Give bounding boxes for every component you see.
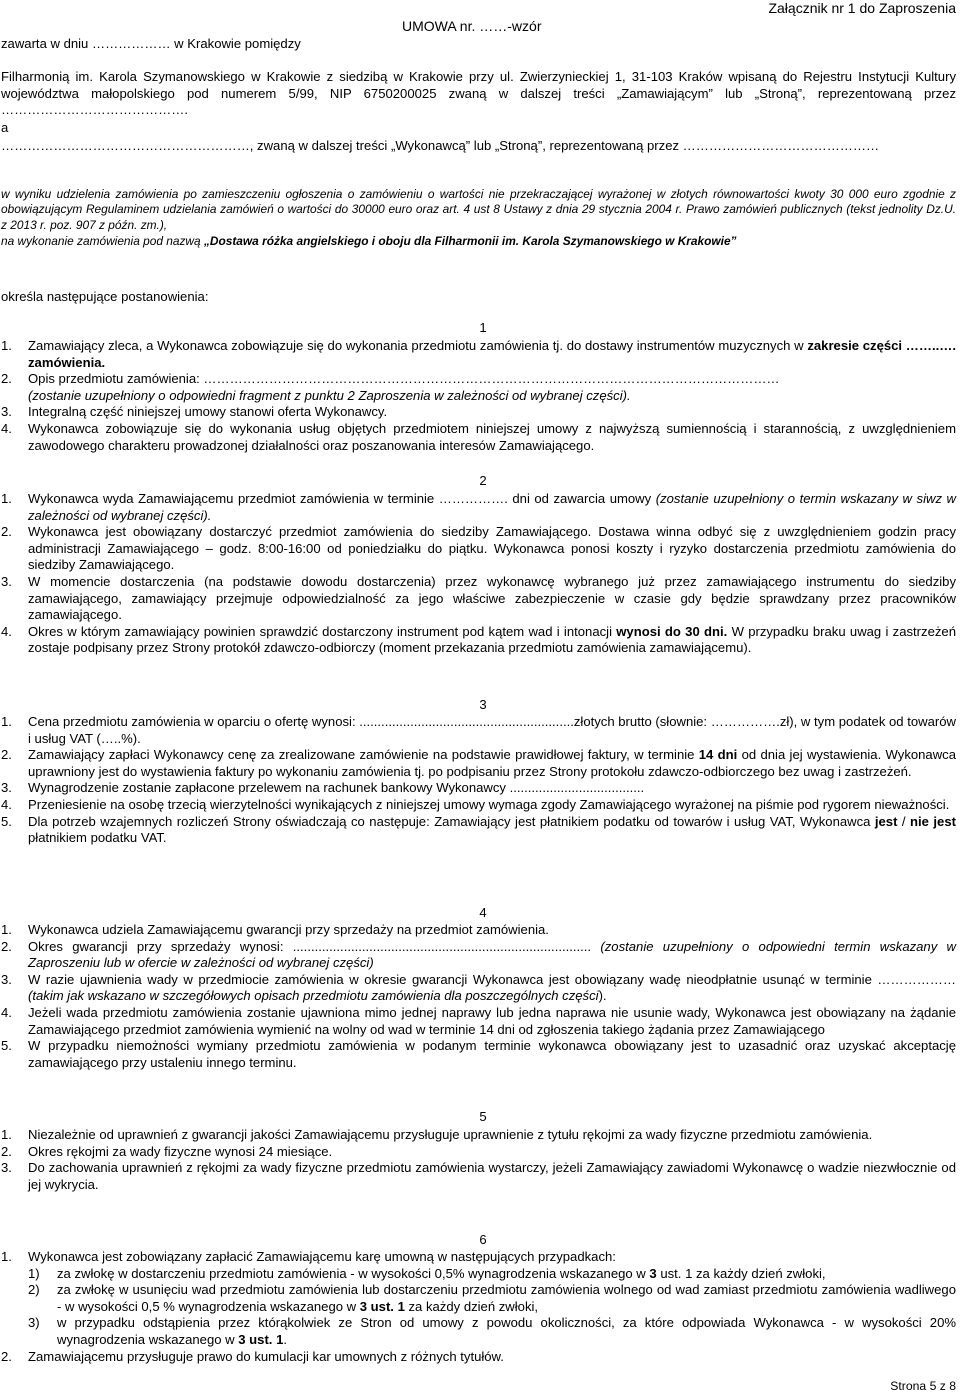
list-item: 1. Niezależnie od uprawnień z gwarancji jakości Zamawiającemu przysługuje uprawnienie z tytułu rękojmi za wady fizyczne przedmiotu zamówienia.	[1, 1127, 873, 1142]
list-item: 2. Zamawiający zapłaci Wykonawcy cenę za zrealizowane zamówienie na podstawie prawidłowej faktury, w terminie 14 dni od dnia jej wystawienia. Wykonawca uprawniony jest do wystawienia faktury po wykonaniu zamówienia tj. po podpisaniu przez Strony protokołu zdawczo-odbiorczego bez uwag i zastrzeżeń.	[1, 747, 956, 779]
ordering-party: Filharmonią im. Karola Szymanowskiego w Krakowie z siedzibą w Krakowie przy ul. Zwierzynieckiej 1, 31-103 Kraków wpisaną do Rejestru Instytucji Kultury województwa małopolskiego pod numerem 5/99, NIP 6750200025 zwaną w dalszej treści „Zamawiającym” lub „Stroną”, reprezentowaną przez …………………………………….	[1, 69, 956, 118]
list-item: 3. W momencie dostarczenia (na podstawie dowodu dostarczenia) przez wykonawcę wybranego już przez zamawiającego instrumentu do siedziby zamawiającego, zamawiający przejmuje odpowiedzialność za jego właściwe zabezpieczenie w czasie gdy będzie sprawdzany przez pracowników zamawiającego.	[1, 573, 956, 623]
section-2	[1, 491, 956, 657]
list-item: 1. Cena przedmiotu zamówienia w oparciu o ofertę wynosi: ...........................................................złotych brutto (słownie: …………….zł), w tym podatek od towarów i usług VAT (…..%).	[1, 714, 956, 746]
section-6	[1, 1249, 956, 1365]
list-item: 4. Wykonawca zobowiązuje się do wykonania usług objętych przedmiotem niniejszej umowy z najwyższą sumiennością i starannością, z uwzględnieniem zawodowego charakteru prowadzonej działalności oraz poszanowania interesów Zamawiającego.	[1, 420, 956, 453]
section-1	[1, 338, 956, 454]
section-3-heading: 3	[479, 697, 487, 712]
list-item: 4. Jeżeli wada przedmiotu zamówienia zostanie ujawniona mimo jednej naprawy lub jedna naprawa nie usunie wady, Wykonawca jest obowiązany na żądanie Zamawiającego przedmiot zamówienia wymienić na wolny od wad w terminie 14 dni od zgłoszenia takiego żądania przez Zamawiającego	[1, 1004, 956, 1037]
list-item: 5. Dla potrzeb wzajemnych rozliczeń Strony oświadczają co następuje: Zamawiający jest płatnikiem podatku od towarów i usług VAT, Wykonawca jest / nie jest płatnikiem podatku VAT.	[1, 813, 956, 846]
conjunction-a: a	[1, 120, 9, 135]
list-item: 2. Wykonawca jest obowiązany dostarczyć przedmiot zamówienia do siedziby Zamawiającego. Dostawa winna odbyć się z uwzględnieniem godzin pracy administracji Zamawiającego – godz. 8:00-16:00 od poniedziałku do piątku. Wykonawca ponosi koszty i ryzyko dostarczenia przedmiotu zamówienia do siedziby Zamawiającego.	[1, 524, 956, 573]
list-item: 1. Wykonawca wyda Zamawiającemu przedmiot zamówienia w terminie ……………. dni od zawarcia umowy (zostanie uzupełniony o termin wskazany w siwz w zależności od wybranej części).	[1, 491, 956, 523]
list-item: 3. Do zachowania uprawnień z rękojmi za wady fizyczne przedmiotu zamówienia wystarczy, jeżeli Zamawiający zawiadomi Wykonawcę o wadzie niezwłocznie od jej wykrycia.	[1, 1160, 956, 1192]
list-item: 5. W przypadku niemożności wymiany przedmiotu zamówienia w podanym terminie wykonawca obowiązany jest to uzasadnić oraz uzyskać akceptację zamawiającego przy ustaleniu innego terminu.	[1, 1038, 956, 1070]
list-item: 1. Wykonawca jest zobowiązany zapłacić Zamawiającemu karę umowną w następujących przypadkach:	[1, 1249, 616, 1264]
list-item: 1. Zamawiający zleca, a Wykonawca zobowiązuje się do wykonania przedmiotu zamówienia tj. do dostawy instrumentów muzycznych w zakresie części ……..…. zamówienia.	[1, 338, 956, 370]
section-4	[1, 922, 956, 1071]
list-item: 1. Wykonawca udziela Zamawiającemu gwarancji przy sprzedaży na przedmiot zamówienia.	[1, 922, 549, 937]
section-1-heading: 1	[479, 320, 487, 335]
section-5	[1, 1127, 956, 1193]
section-2-heading: 2	[479, 473, 487, 488]
list-item: 2. Okres gwarancji przy sprzedaży wynosi: .................................................................................. (zostanie uzupełniony o odpowiedni termin wskazany w Zaproszeniu lub w ofercie w zależności od wybranej części)	[1, 938, 957, 971]
list-subitem: 3) w przypadku odstąpienia przez którąkolwiek ze Stron od umowy z powodu okoliczności, za które odpowiada Wykonawca - w wysokości 20% wynagrodzenia wskazanego w 3 ust. 1.	[28, 1315, 956, 1347]
list-subitem: 1) za zwłokę w dostarczeniu przedmiotu zamówienia - w wysokości 0,5% wynagrodzenia wskazanego w 3 ust. 1 za każdy dzień zwłoki,	[28, 1265, 826, 1281]
legal-basis: w wyniku udzielenia zamówienia po zamieszczeniu ogłoszenia o zamówieniu o wartości nie przekraczającej wyrażonej w złotych równowartości kwoty 30 000 euro zgodnie z obowiązującym Regulaminem udzielania zamówień o wartości do 30000 euro oraz art. 4 ust 8 Ustawy z dnia 29 stycznia 2004 r. Prawo zamówień publicznych (tekst jednolity Dz.U. z 2013 r. poz. 907 z późn. zm.),	[1, 187, 956, 232]
section-3	[1, 714, 956, 847]
concluded-line: zawarta w dniu ……………… w Krakowie pomiędzy	[1, 36, 301, 51]
attachment-label: Załącznik nr 1 do Zaproszenia	[768, 0, 956, 16]
page-number: Strona 5 z 8	[890, 1379, 956, 1393]
subject-name: „Dostawa różka angielskiego i oboju dla Filharmonii im. Karola Szymanowskiego w Krakowie”	[203, 234, 737, 248]
list-item: 3. Wynagrodzenie zostanie zapłacone przelewem na rachunek bankowy Wykonawcy .....................................	[1, 780, 645, 796]
section-4-heading: 4	[479, 905, 487, 920]
subject-line: na wykonanie zamówienia pod nazwą „Dostawa różka angielskiego i oboju dla Filharmonii im. Karola Szymanowskiego w Krakowie”	[1, 234, 737, 248]
section-5-heading: 5	[479, 1109, 487, 1124]
list-item: 3. Integralną część niniejszej umowy stanowi oferta Wykonawcy.	[1, 404, 388, 420]
list-item: 2. Okres rękojmi za wady fizyczne wynosi 24 miesiące.	[1, 1143, 333, 1159]
list-item: 4. Przeniesienie na osobę trzecią wierzytelności wynikających z niniejszej umowy wymaga zgody Zamawiającego wyrażonej na piśmie pod rygorem nieważności.	[1, 796, 950, 812]
contractor-party: …………………………………………………, zwaną w dalszej treści „Wykonawcą” lub „Stroną”, reprezentowaną przez ………………………………………	[1, 138, 880, 153]
list-subitem: 2) za zwłokę w usunięciu wad przedmiotu zamówienia lub dostarczeniu przedmiotu zamówienia wolnego od wad zamiast przedmiotu zamówienia wadliwego - w wysokości 0,5 % wynagrodzenia wskazanego w 3 ust. 1 za każdy dzień zwłoki,	[28, 1282, 956, 1314]
list-item: 2. Opis przedmiotu zamówienia: …………………………………………………………………………………………………………………… (zostanie uzupełniony o odpowiedni fragment z punktu 2 Zaproszenia w zależności od wybranej części).	[1, 371, 780, 403]
list-item: 3. W razie ujawnienia wady w przedmiocie zamówienia w okresie gwarancji Wykonawca jest obowiązany wadę nieodpłatnie usunąć w terminie ……………… (takim jak wskazano w szczegółowych opisach przedmiotu zamówienia dla poszczególnych części).	[1, 971, 956, 1004]
contract-title: UMOWA nr. ……-wzór	[402, 18, 542, 34]
section-6-heading: 6	[479, 1232, 487, 1247]
list-item: 2. Zamawiającemu przysługuje prawo do kumulacji kar umownych z różnych tytułów.	[1, 1348, 504, 1364]
list-item: 4. Okres w którym zamawiający powinien sprawdzić dostarczony instrument pod kątem wad i intonacji wynosi do 30 dni. W przypadku braku uwag i zastrzeżeń zostaje podpisany przez Strony protokół zdawczo-odbiorczy (moment przekazania przedmiotu zamówienia zamawiającemu).	[1, 623, 956, 656]
provisions-intro: określa następujące postanowienia:	[1, 289, 209, 304]
